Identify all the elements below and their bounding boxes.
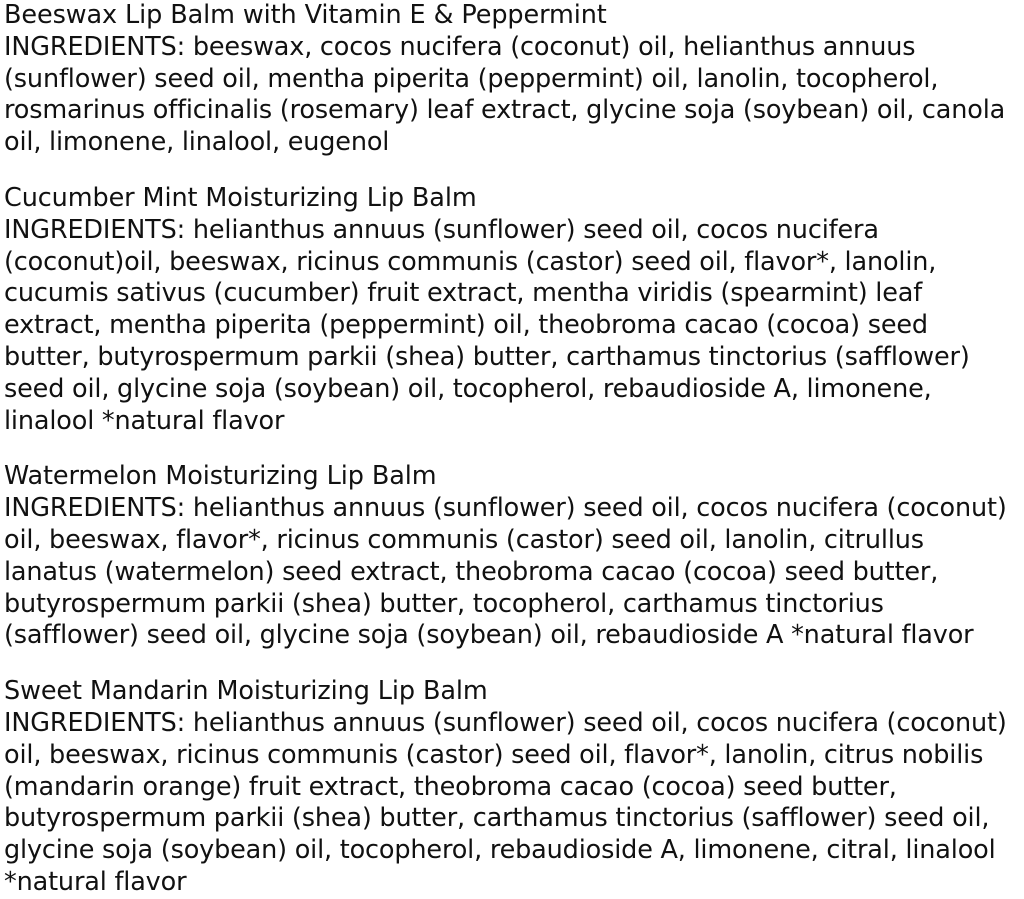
product-ingredients: INGREDIENTS: helianthus annuus (sunflower) seed oil, cocos nucifera (coconut) oil, beeswax, ricinus communis (castor) seed oil, flavor*, lanolin, citrus nobilis (mandarin orange) fruit extract, theobroma cacao (cocoa) seed butter, butyrospermum parkii (shea) butter, carthamus tinctorius (safflower) seed oil, glycine soja (soybean) oil, tocopherol, rebaudioside A, limonene, citral, linalool *natural flavor <box>4 707 1007 897</box>
product-ingredients: INGREDIENTS: beeswax, cocos nucifera (coconut) oil, helianthus annuus (sunflower) seed oil, mentha piperita (peppermint) oil, lanolin, tocopherol, rosmarinus officinalis (rosemary) leaf extract, glycine soja (soybean) oil, canola oil, limonene, linalool, eugenol <box>4 31 1006 158</box>
product-name: Beeswax Lip Balm with Vitamin E & Peppermint <box>4 0 607 30</box>
product-entry <box>4 183 1020 437</box>
product-name: Cucumber Mint Moisturizing Lip Balm <box>4 182 477 213</box>
product-entry <box>4 461 1020 652</box>
product-ingredients: INGREDIENTS: helianthus annuus (sunflower) seed oil, cocos nucifera (coconut)oil, beeswax, ricinus communis (castor) seed oil, flavor*, lanolin, cucumis sativus (cucumber) fruit extract, mentha viridis (spearmint) leaf extract, mentha piperita (peppermint) oil, theobroma cacao (cocoa) seed butter, butyrospermum parkii (shea) butter, carthamus tinctorius (safflower) seed oil, glycine soja (soybean) oil, tocopherol, rebaudioside A, limonene, linalool *natural flavor <box>4 214 970 436</box>
product-name: Watermelon Moisturizing Lip Balm <box>4 461 437 492</box>
product-name: Sweet Mandarin Moisturizing Lip Balm <box>4 676 488 707</box>
product-ingredients: INGREDIENTS: helianthus annuus (sunflower) seed oil, cocos nucifera (coconut) oil, beeswax, flavor*, ricinus communis (castor) seed oil, lanolin, citrullus lanatus (watermelon) seed extract, theobroma cacao (cocoa) seed butter, butyrospermum parkii (shea) butter, tocopherol, carthamus tinctorius (safflower) seed oil, glycine soja (soybean) oil, rebaudioside A *natural flavor <box>4 493 1007 651</box>
product-entry <box>4 676 1020 899</box>
product-entry <box>4 0 1020 159</box>
